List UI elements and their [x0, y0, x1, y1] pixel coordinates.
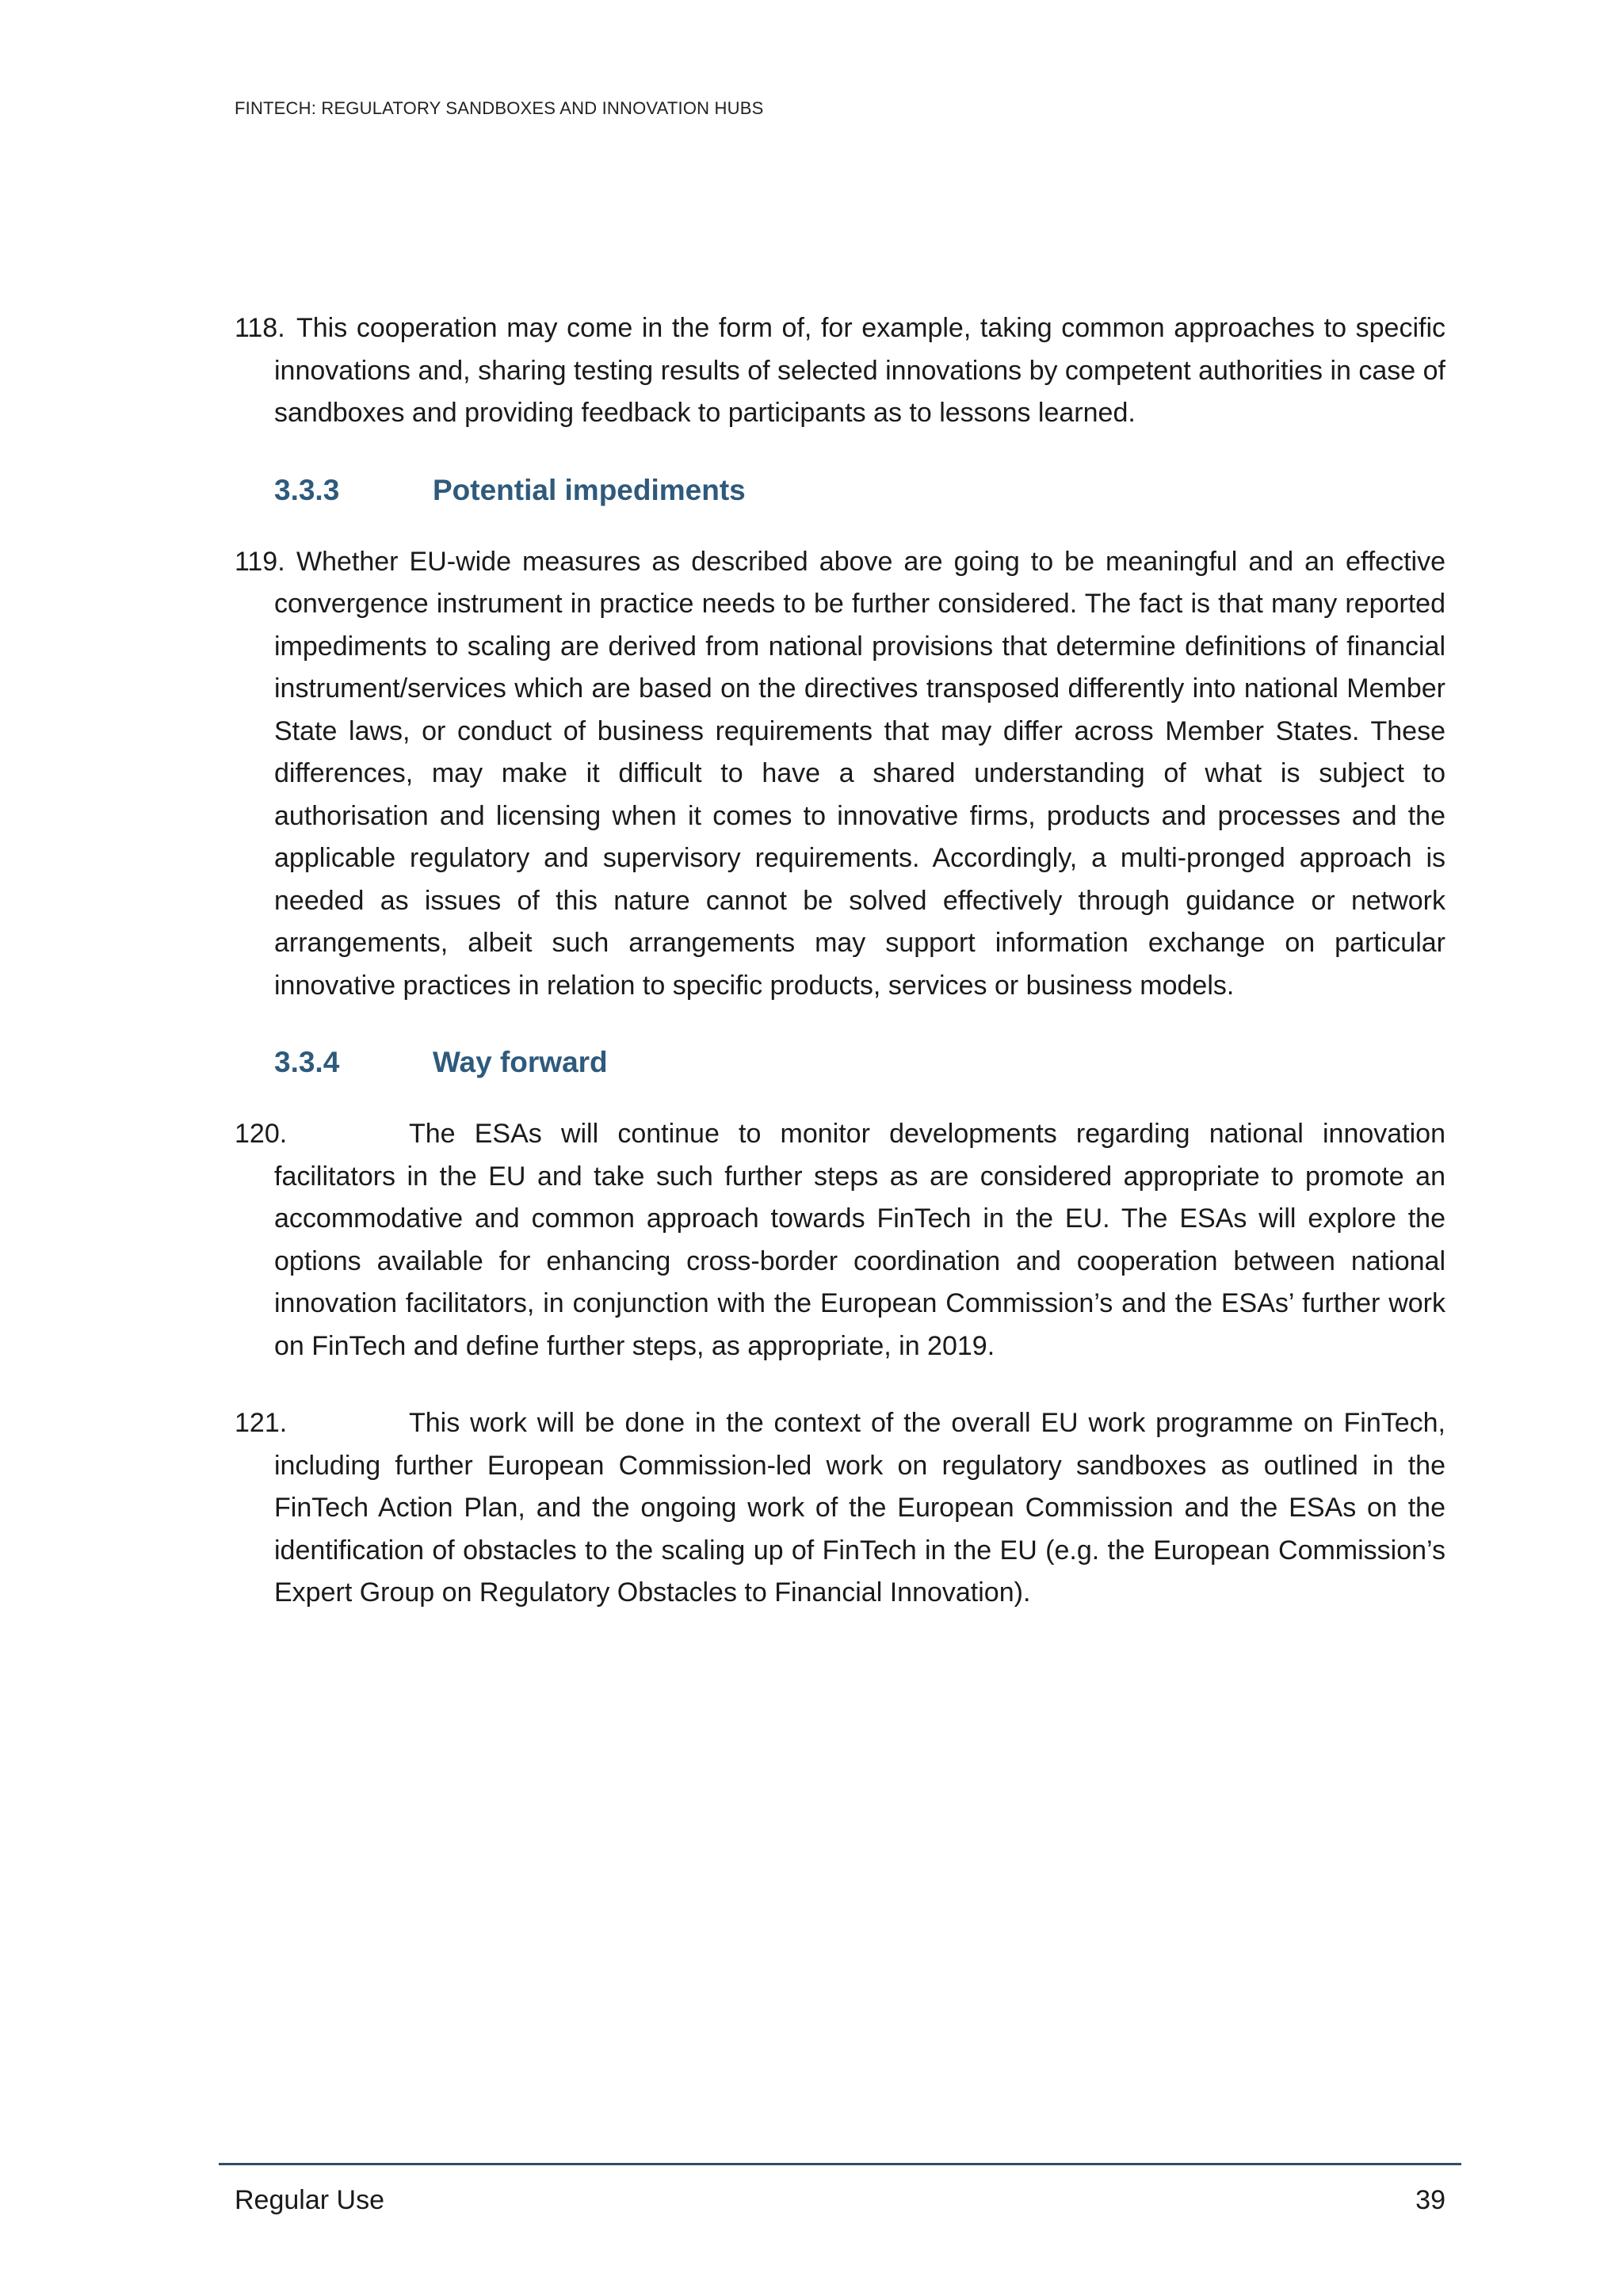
paragraph-text: This work will be done in the context of the overall EU work programme on FinTech, including further European Commission-led work on regulatory sandboxes as outlined in the FinTech Action Plan, and the ongoing work of the European Commission and the ESAs on the identification of obstacles to the scaling up of FinTech in the EU (e.g. the European Commission’s Expert Group on Regulatory Obstacles to Financial Innovation). — [274, 1408, 1445, 1608]
paragraph-text: The ESAs will continue to monitor developments regarding national innovation facilitators in the EU and take such further steps as are considered appropriate to promote an accommodative and common approach towards FinTech in the EU. The ESAs will explore the options available for enhancing cross-border coordination and cooperation between national innovation facilitators, in conjunction with the European Commission’s and the ESAs’ further work on FinTech and define further steps, as appropriate, in 2019. — [274, 1119, 1445, 1361]
paragraph-text: This cooperation may come in the form of, for example, taking common approaches to specific innovations and, sharing testing results of selected innovations by competent authorities in case of sandboxes and providing feedback to participants as to lessons learned. — [274, 313, 1445, 428]
paragraph-number: 119. — [235, 546, 285, 577]
footer-divider — [219, 2163, 1461, 2165]
paragraph-118 — [235, 307, 1445, 435]
section-heading-3-3-4 — [274, 1042, 1445, 1083]
section-heading-3-3-3 — [274, 470, 1445, 511]
section-title: Way forward — [433, 1046, 608, 1078]
running-header: FINTECH: REGULATORY SANDBOXES AND INNOVATION HUBS — [235, 98, 764, 118]
paragraph-text: Whether EU-wide measures as described above are going to be meaningful and an effective convergence instrument in practice needs to be further considered. The fact is that many reported impediments to scaling are derived from national provisions that determine definitions of financial instrument/services which are based on the directives transposed differently into national Member State laws, or conduct of business requirements that may differ across Member States. These differences, may make it difficult to have a shared understanding of what is subject to authorisation and licensing when it comes to innovative firms, products and processes and the applicable regulatory and supervisory requirements. Accordingly, a multi-pronged approach is needed as issues of this nature cannot be solved effectively through guidance or network arrangements, albeit such arrangements may support information exchange on particular innovative practices in relation to specific products, services or business models. — [274, 546, 1445, 1001]
document-body — [235, 307, 1445, 1650]
paragraph-number: 121. — [235, 1408, 288, 1438]
section-number: 3.3.4 — [274, 1046, 340, 1078]
paragraph-number: 120. — [235, 1119, 288, 1149]
footer-classification: Regular Use — [235, 2185, 384, 2215]
paragraph-number: 118. — [235, 313, 285, 343]
paragraph-121 — [235, 1402, 1445, 1615]
paragraph-120 — [235, 1113, 1445, 1367]
section-title: Potential impediments — [433, 473, 746, 506]
paragraph-119 — [235, 541, 1445, 1008]
page-number: 39 — [1415, 2185, 1445, 2215]
section-number: 3.3.3 — [274, 473, 340, 506]
